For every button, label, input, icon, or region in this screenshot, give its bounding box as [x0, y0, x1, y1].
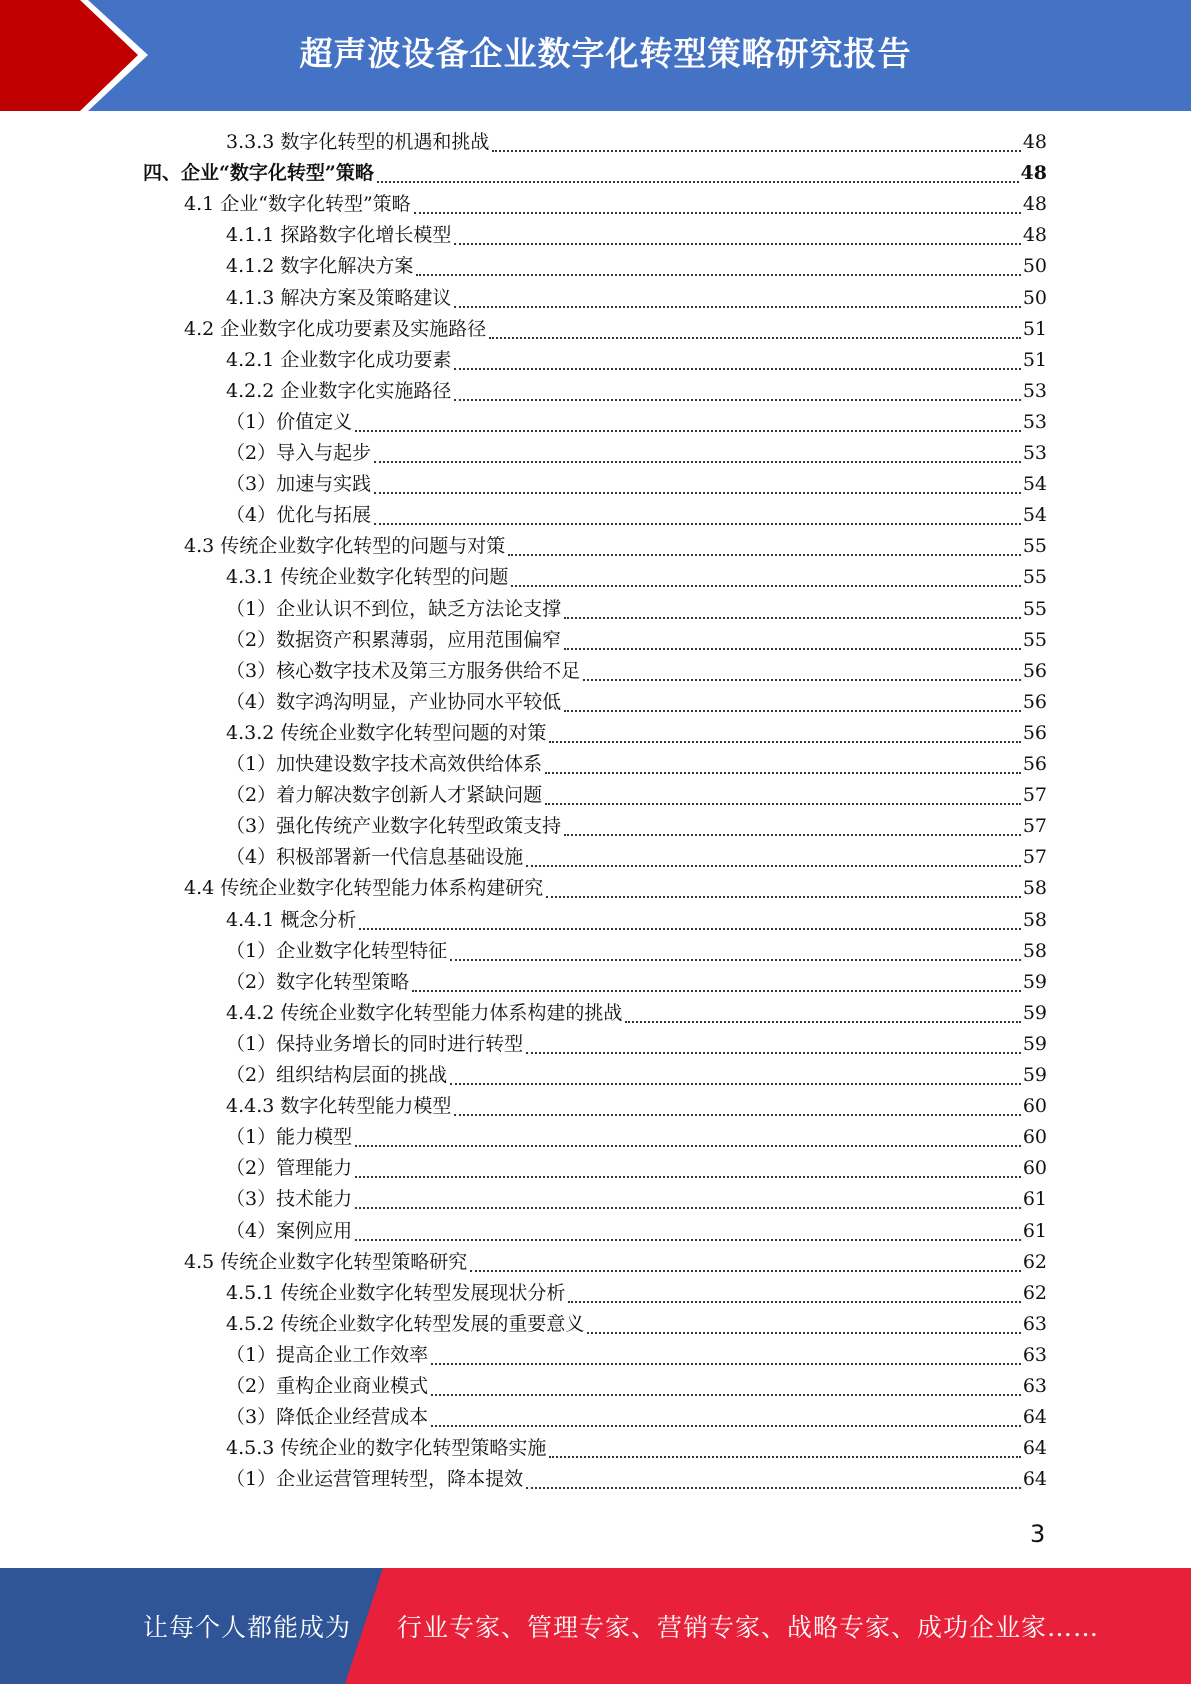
- toc-entry-title: 4.5.1 传统企业数字化转型发展现状分析: [226, 1281, 566, 1304]
- toc-entry-page: 61: [1022, 1188, 1047, 1211]
- toc-entry-page: 54: [1022, 473, 1047, 496]
- toc-leader-dots: [564, 648, 1021, 650]
- toc-leader-dots: [489, 337, 1021, 339]
- toc-entry-page: 59: [1022, 970, 1047, 993]
- toc-entry-title: 4.1 企业“数字化转型”策略: [184, 193, 411, 216]
- toc-entry[interactable]: [226, 1184, 1047, 1215]
- toc-entry-page: 55: [1022, 597, 1047, 620]
- toc-leader-dots: [583, 679, 1021, 681]
- toc-entry-title: 4.4.2 传统企业数字化转型能力体系构建的挑战: [226, 1001, 623, 1024]
- toc-entry[interactable]: [226, 1122, 1047, 1153]
- toc-leader-dots: [412, 990, 1021, 992]
- toc-entry-title: （1）加快建设数字技术高效供给体系: [226, 753, 543, 775]
- toc-entry[interactable]: [226, 407, 1047, 438]
- toc-entry-title: （4）优化与拓展: [226, 504, 372, 527]
- page-header: [0, 0, 1191, 111]
- toc-entry[interactable]: [184, 873, 1047, 904]
- document-title: 超声波设备企业数字化转型策略研究报告: [299, 34, 912, 73]
- toc-entry-title: 4.1.2 数字化解决方案: [226, 255, 414, 278]
- toc-entry[interactable]: [226, 625, 1047, 656]
- toc-entry[interactable]: [226, 718, 1047, 749]
- toc-entry-title: 4.2 企业数字化成功要素及实施路径: [184, 317, 487, 340]
- toc-entry-title: （3）降低企业经营成本: [226, 1406, 429, 1429]
- toc-entry-page: 62: [1022, 1250, 1047, 1273]
- toc-entry[interactable]: [226, 1091, 1047, 1122]
- toc-entry-title: 4.1.3 解决方案及策略建议: [226, 286, 452, 309]
- toc-entry[interactable]: [226, 1371, 1047, 1402]
- toc-entry[interactable]: [226, 251, 1047, 282]
- toc-entry-title: 4.1.1 探路数字化增长模型: [226, 224, 452, 247]
- toc-leader-dots: [355, 1176, 1021, 1178]
- toc-entry-page: 63: [1022, 1312, 1047, 1335]
- toc-entry-title: （3）核心数字技术及第三方服务供给不足: [226, 659, 581, 682]
- toc-entry[interactable]: [226, 1340, 1047, 1371]
- toc-leader-dots: [546, 896, 1021, 898]
- toc-entry[interactable]: [226, 438, 1047, 469]
- toc-entry-page: 48: [1020, 162, 1047, 185]
- toc-entry-page: 59: [1022, 1032, 1047, 1055]
- toc-entry-page: 57: [1022, 846, 1047, 869]
- toc-entry-title: （4）数字鸿沟明显，产业协同水平较低: [226, 690, 562, 713]
- toc-leader-dots: [450, 959, 1021, 961]
- toc-entry-title: （2）重构企业商业模式: [226, 1375, 429, 1397]
- toc-entry-title: （2）导入与起步: [226, 442, 372, 464]
- toc-entry-page: 59: [1022, 1064, 1047, 1086]
- toc-entry[interactable]: [184, 314, 1047, 345]
- toc-entry-title: 4.5.3 传统企业的数字化转型策略实施: [226, 1437, 547, 1460]
- toc-entry-page: 48: [1022, 224, 1047, 247]
- toc-entry[interactable]: [226, 1278, 1047, 1309]
- toc-entry-page: 59: [1022, 1001, 1047, 1024]
- toc-entry[interactable]: [226, 998, 1047, 1029]
- toc-entry-page: 53: [1022, 379, 1047, 402]
- toc-entry[interactable]: [226, 811, 1047, 842]
- toc-entry-title: 4.4 传统企业数字化转型能力体系构建研究: [184, 877, 544, 900]
- toc-leader-dots: [549, 741, 1020, 743]
- toc-entry-title: （1）保持业务增长的同时进行转型: [226, 1032, 524, 1055]
- footer-slogan-left: 让每个人都能成为: [143, 1613, 352, 1642]
- toc-entry[interactable]: [226, 1309, 1047, 1340]
- toc-entry-page: 51: [1022, 348, 1047, 371]
- toc-entry-title: （1）企业认识不到位，缺乏方法论支撑: [226, 597, 562, 620]
- toc-leader-dots: [355, 430, 1021, 432]
- toc-leader-dots: [492, 150, 1020, 152]
- toc-entry-page: 57: [1022, 784, 1047, 807]
- toc-leader-dots: [470, 1270, 1021, 1272]
- toc-entry[interactable]: [226, 967, 1047, 998]
- toc-entry[interactable]: [226, 1216, 1047, 1247]
- toc-entry[interactable]: [226, 1433, 1047, 1464]
- toc-leader-dots: [431, 1363, 1021, 1365]
- toc-entry-title: 4.2.2 企业数字化实施路径: [226, 379, 452, 402]
- toc-leader-dots: [454, 368, 1020, 370]
- toc-entry-page: 63: [1022, 1375, 1047, 1397]
- toc-entry-page: 56: [1022, 690, 1047, 713]
- toc-entry-title: 4.3 传统企业数字化转型的问题与对策: [184, 535, 506, 558]
- toc-entry[interactable]: [184, 189, 1047, 220]
- toc-entry[interactable]: [226, 562, 1047, 593]
- toc-leader-dots: [374, 492, 1021, 494]
- toc-leader-dots: [564, 710, 1021, 712]
- toc-leader-dots: [526, 1052, 1021, 1054]
- toc-leader-dots: [359, 928, 1020, 930]
- toc-leader-dots: [431, 1425, 1021, 1427]
- toc-entry-page: 48: [1022, 193, 1047, 216]
- toc-entry-page: 53: [1022, 442, 1047, 464]
- toc-entry[interactable]: [184, 1247, 1047, 1278]
- toc-entry-page: 51: [1022, 317, 1047, 340]
- toc-entry-page: 48: [1022, 131, 1047, 153]
- toc-entry-title: （2）管理能力: [226, 1157, 353, 1180]
- toc-entry[interactable]: [226, 283, 1047, 314]
- toc-entry-title: 4.2.1 企业数字化成功要素: [226, 348, 452, 371]
- toc-entry-page: 56: [1022, 721, 1047, 744]
- toc-leader-dots: [355, 1145, 1021, 1147]
- toc-entry[interactable]: [226, 376, 1047, 407]
- toc-entry-page: 58: [1022, 908, 1047, 931]
- toc-entry-title: （1）企业数字化转型特征: [226, 939, 448, 962]
- toc-entry[interactable]: [226, 1029, 1047, 1060]
- toc-entry[interactable]: [226, 1153, 1047, 1184]
- toc-leader-dots: [545, 772, 1021, 774]
- toc-leader-dots: [526, 865, 1021, 867]
- toc-leader-dots: [355, 1239, 1021, 1241]
- toc-entry-title: 4.4.3 数字化转型能力模型: [226, 1095, 452, 1118]
- toc-entry-title: （1）价值定义: [226, 410, 353, 433]
- toc-leader-dots: [564, 834, 1021, 836]
- toc-entry[interactable]: [143, 158, 1047, 189]
- toc-entry[interactable]: [226, 1060, 1047, 1091]
- toc-entry-page: 62: [1022, 1281, 1047, 1304]
- toc-entry-page: 60: [1022, 1126, 1047, 1149]
- toc-leader-dots: [545, 803, 1021, 805]
- toc-entry[interactable]: [226, 905, 1047, 936]
- toc-entry[interactable]: [226, 500, 1047, 531]
- toc-entry[interactable]: [184, 531, 1047, 562]
- toc-entry-title: （2）组织结构层面的挑战: [226, 1064, 448, 1086]
- toc-entry-page: 55: [1022, 566, 1047, 589]
- toc-entry-page: 54: [1022, 504, 1047, 527]
- toc-leader-dots: [526, 1487, 1021, 1489]
- toc-entry-page: 56: [1022, 659, 1047, 682]
- toc-leader-dots: [374, 523, 1021, 525]
- toc-entry-page: 63: [1022, 1343, 1047, 1366]
- toc-entry-page: 64: [1022, 1406, 1047, 1429]
- toc-leader-dots: [508, 554, 1021, 556]
- toc-entry[interactable]: [226, 1402, 1047, 1433]
- toc-entry-title: 4.3.1 传统企业数字化转型的问题: [226, 566, 509, 589]
- toc-entry-title: （1）企业运营管理转型，降本提效: [226, 1468, 524, 1491]
- toc-entry[interactable]: [226, 936, 1047, 967]
- toc-leader-dots: [625, 1021, 1020, 1023]
- toc-entry-title: （4）案例应用: [226, 1219, 353, 1242]
- toc-entry-title: 四、企业“数字化转型”策略: [143, 162, 374, 185]
- toc-leader-dots: [549, 1456, 1020, 1458]
- toc-entry[interactable]: [226, 127, 1047, 158]
- toc-entry-title: （3）强化传统产业数字化转型政策支持: [226, 815, 562, 838]
- toc-leader-dots: [454, 399, 1020, 401]
- toc-entry[interactable]: [226, 345, 1047, 376]
- toc-leader-dots: [568, 1301, 1020, 1303]
- toc-entry-page: 64: [1022, 1468, 1047, 1491]
- toc-entry-title: 4.5 传统企业数字化转型策略研究: [184, 1250, 468, 1273]
- toc-entry-page: 64: [1022, 1437, 1047, 1460]
- toc-entry-title: （2）数据资产积累薄弱，应用范围偏窄: [226, 628, 562, 651]
- toc-entry[interactable]: [226, 594, 1047, 625]
- toc-entry-page: 53: [1022, 410, 1047, 433]
- footer-slogan-right: 行业专家、管理专家、营销专家、战略专家、成功企业家……: [397, 1613, 1100, 1642]
- page-footer: [0, 1568, 1191, 1684]
- toc-entry[interactable]: [226, 780, 1047, 811]
- toc-leader-dots: [454, 1114, 1020, 1116]
- toc-leader-dots: [416, 274, 1020, 276]
- toc-entry[interactable]: [226, 749, 1047, 780]
- toc-entry-title: （1）提高企业工作效率: [226, 1343, 429, 1366]
- toc-entry[interactable]: [226, 220, 1047, 251]
- toc-leader-dots: [450, 1083, 1021, 1085]
- toc-entry-page: 55: [1022, 535, 1047, 558]
- toc-entry-page: 55: [1022, 628, 1047, 651]
- toc-entry[interactable]: [226, 1464, 1047, 1495]
- toc-entry-page: 60: [1022, 1095, 1047, 1118]
- toc-entry-title: 4.3.2 传统企业数字化转型问题的对策: [226, 721, 547, 744]
- toc-leader-dots: [374, 461, 1021, 463]
- toc-entry[interactable]: [226, 469, 1047, 500]
- toc-entry-title: （2）数字化转型策略: [226, 970, 410, 993]
- toc-leader-dots: [377, 181, 1019, 183]
- toc-leader-dots: [511, 585, 1020, 587]
- toc-entry-page: 56: [1022, 753, 1047, 775]
- toc-entry-title: （1）能力模型: [226, 1126, 353, 1149]
- toc-entry-page: 58: [1022, 939, 1047, 962]
- toc-entry-title: 4.4.1 概念分析: [226, 908, 357, 931]
- toc-leader-dots: [587, 1332, 1020, 1334]
- toc-leader-dots: [564, 617, 1021, 619]
- toc-entry-page: 58: [1022, 877, 1047, 900]
- page-number: 3: [1030, 1520, 1046, 1548]
- toc-entry[interactable]: [226, 687, 1047, 718]
- toc-entry-title: 3.3.3 数字化转型的机遇和挑战: [226, 131, 490, 153]
- toc-entry-title: 4.5.2 传统企业数字化转型发展的重要意义: [226, 1312, 585, 1335]
- toc-entry[interactable]: [226, 656, 1047, 687]
- toc-entry-page: 50: [1022, 286, 1047, 309]
- toc-entry-page: 57: [1022, 815, 1047, 838]
- toc-entry-title: （3）技术能力: [226, 1188, 353, 1211]
- toc-leader-dots: [355, 1207, 1021, 1209]
- toc-entry-title: （4）积极部署新一代信息基础设施: [226, 846, 524, 869]
- toc-leader-dots: [414, 212, 1021, 214]
- toc-entry-page: 60: [1022, 1157, 1047, 1180]
- toc-leader-dots: [454, 306, 1020, 308]
- toc-entry-title: （3）加速与实践: [226, 473, 372, 496]
- toc-entry-page: 61: [1022, 1219, 1047, 1242]
- toc-leader-dots: [431, 1394, 1021, 1396]
- toc-entry-title: （2）着力解决数字创新人才紧缺问题: [226, 784, 543, 807]
- toc-entry[interactable]: [226, 842, 1047, 873]
- toc-leader-dots: [454, 243, 1020, 245]
- toc-entry-page: 50: [1022, 255, 1047, 278]
